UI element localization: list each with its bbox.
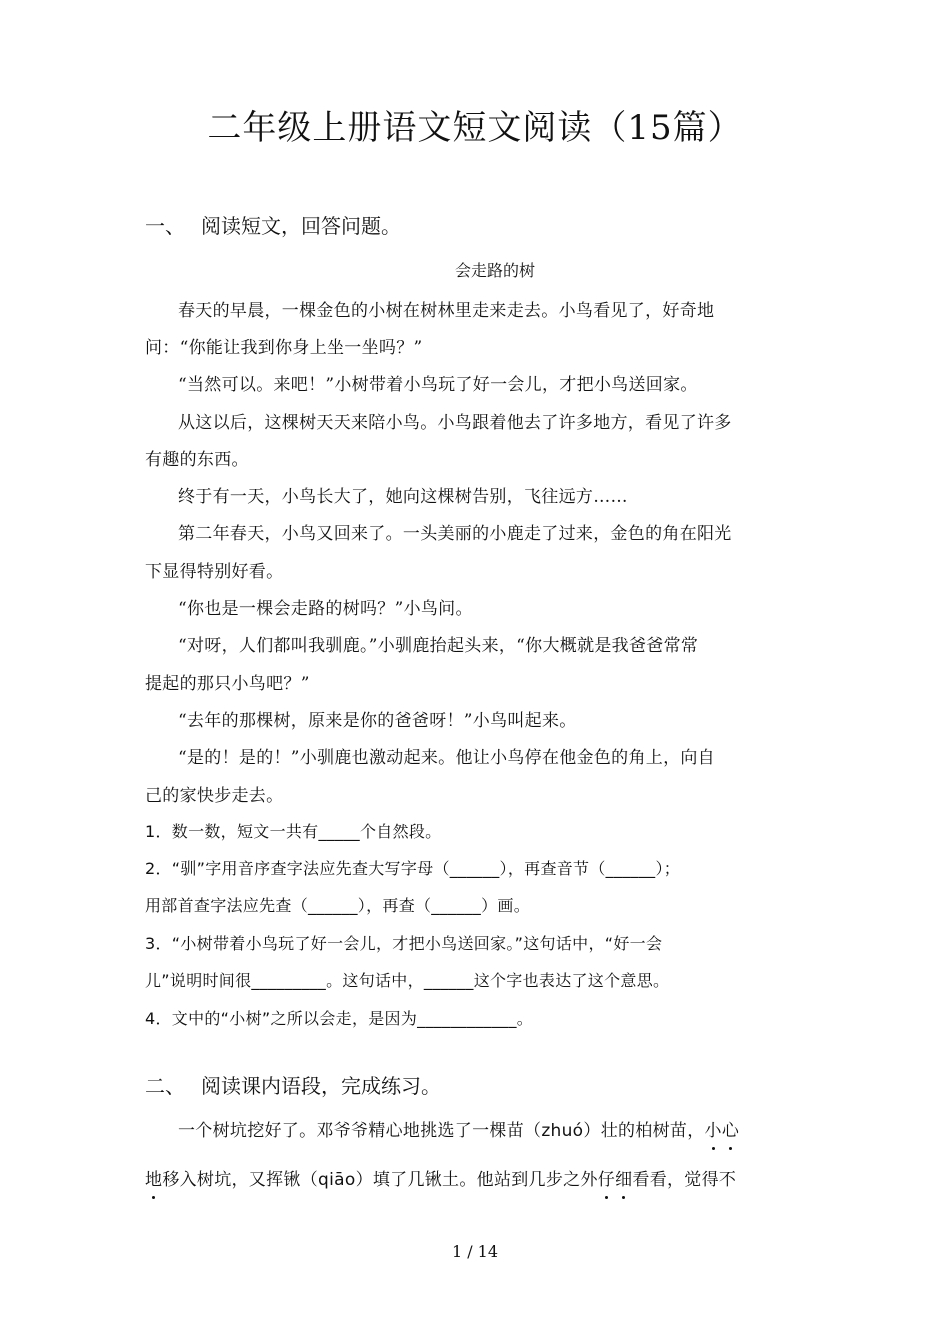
emphasis-dot-char: 小 <box>704 1121 722 1141</box>
section-2-heading <box>145 1070 441 1099</box>
passage-line: “是的！是的！”小驯鹿也激动起来。他让小鸟停在他金色的角上，向自 <box>178 748 715 768</box>
text-segment: 看看，觉得不 <box>632 1170 737 1190</box>
section-1-heading <box>145 210 401 239</box>
question-1: 1．数一数，短文一共有_____个自然段。 <box>145 822 442 841</box>
passage-line: 从这以后，这棵树天天来陪小鸟。小鸟跟着他去了许多地方，看见了许多 <box>178 413 732 433</box>
passage-line: 春天的早晨，一棵金色的小树在树林里走来走去。小鸟看见了，好奇地 <box>178 301 715 321</box>
text-segment: 一个树坑挖好了。邓爷爷精心地挑选了一棵苗（ <box>178 1121 542 1141</box>
section-2-number: 二、 <box>145 1074 185 1098</box>
section-2-line-1 <box>178 1116 739 1141</box>
text-segment: ）壮的柏树苗， <box>583 1121 705 1141</box>
page-title: 二年级上册语文短文阅读（15篇） <box>207 108 743 148</box>
passage-line: 己的家快步走去。 <box>145 786 284 806</box>
emphasis-dot-char: 细 <box>615 1170 633 1190</box>
section-1-number: 一、 <box>145 214 185 238</box>
passage-line: 终于有一天，小鸟长大了，她向这棵树告别，飞往远方…… <box>178 487 628 507</box>
emphasis-dot-char: 仔 <box>597 1170 616 1190</box>
text-segment: ）填了几锹土。他站到几步之外 <box>355 1170 598 1190</box>
section-2-heading-text: 阅读课内语段，完成练习。 <box>201 1074 441 1098</box>
passage-line: “你也是一棵会走路的树吗？”小鸟问。 <box>178 599 473 619</box>
question-2: 2．“驯”字用音序查字法应先查大写字母（______），再查音节（______）； <box>145 859 681 878</box>
text-segment: 移入树坑，又挥锹（ <box>162 1170 319 1190</box>
question-2-continued: 用部首查字法应先查（______），再查（______）画。 <box>145 896 531 915</box>
passage-line: 提起的那只小鸟吧？” <box>145 674 310 694</box>
passage-line: 第二年春天，小鸟又回来了。一头美丽的小鹿走了过来，金色的角在阳光 <box>178 524 732 544</box>
question-3: 3．“小树带着小鸟玩了好一会儿，才把小鸟送回家。”这句话中，“好一会 <box>145 934 663 953</box>
emphasis-dot-char: 地 <box>145 1170 163 1190</box>
passage-line: “对呀，人们都叫我驯鹿。”小驯鹿抬起头来，“你大概就是我爸爸常常 <box>178 636 699 656</box>
question-3-continued: 儿”说明时间很_________。这句话中，______这个字也表达了这个意思。 <box>145 971 670 990</box>
passage-line: “当然可以。来吧！”小树带着小鸟玩了好一会儿，才把小鸟送回家。 <box>178 375 698 395</box>
question-4: 4．文中的“小树”之所以会走，是因为____________。 <box>145 1009 534 1028</box>
page-number: 1 / 14 <box>451 1242 499 1261</box>
passage-title: 会走路的树 <box>454 261 535 280</box>
pinyin-annotation: qiāo <box>318 1170 356 1190</box>
emphasis-dot-char: 心 <box>721 1121 740 1141</box>
section-1-heading-text: 阅读短文，回答问题。 <box>201 214 401 238</box>
passage-line: 下显得特别好看。 <box>145 562 284 582</box>
passage-line: 有趣的东西。 <box>145 450 249 470</box>
pinyin-annotation: zhuó <box>541 1121 584 1141</box>
passage-line: “去年的那棵树，原来是你的爸爸呀！”小鸟叫起来。 <box>178 711 577 731</box>
section-2-line-2 <box>145 1165 736 1190</box>
passage-line: 问：“你能让我到你身上坐一坐吗？” <box>145 338 423 358</box>
